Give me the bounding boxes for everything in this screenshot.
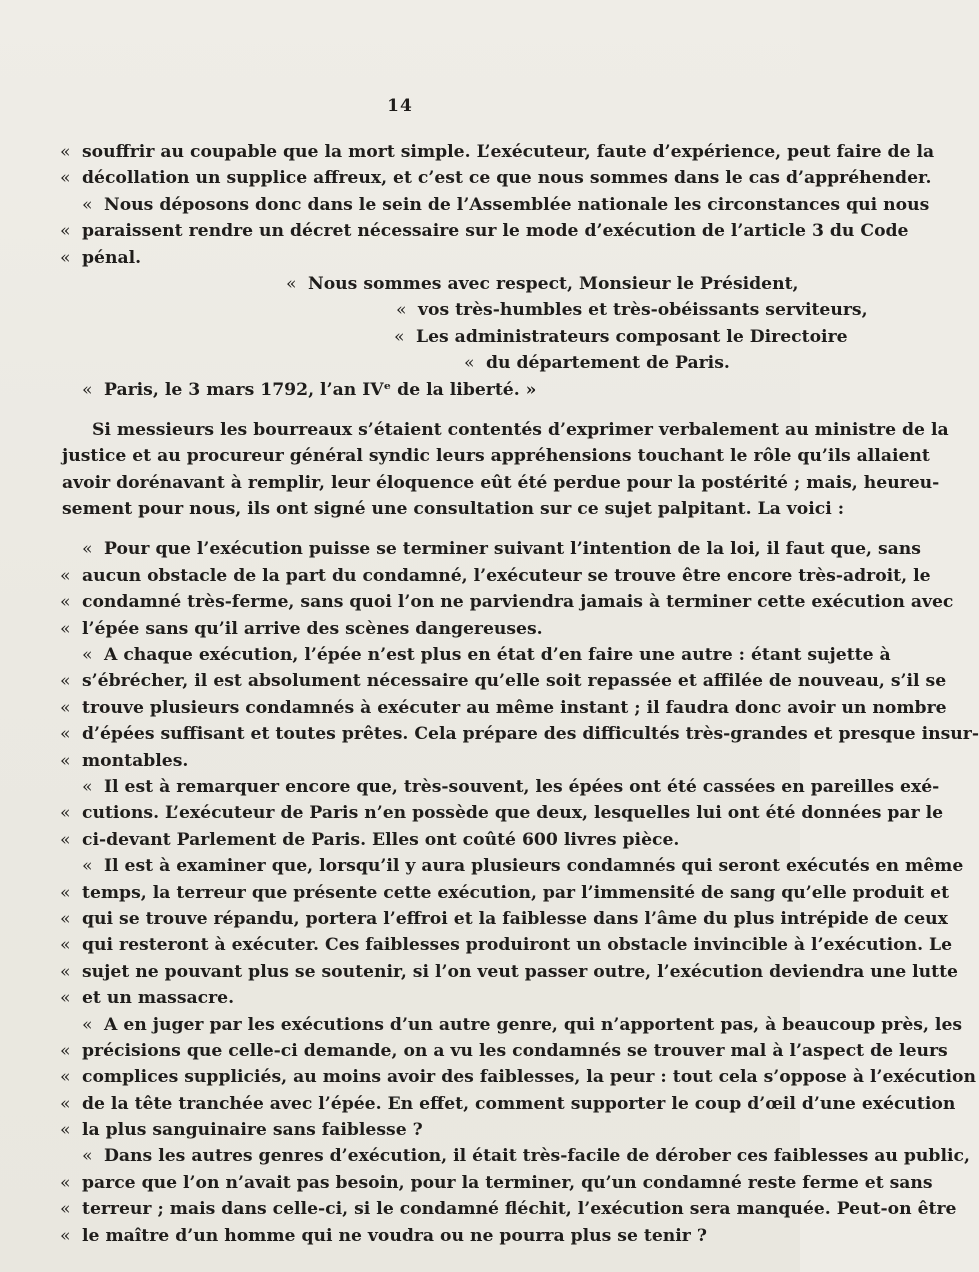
text-line: « cutions. L’exécuteur de Paris n’en possède que deux, lesquelles lui ont été données par le — [60, 800, 795, 826]
quote-mark: « — [60, 1093, 71, 1114]
quote-mark: « — [396, 300, 407, 321]
quote-mark: « — [60, 671, 71, 692]
quote-mark: « — [60, 935, 71, 956]
quote-mark: « — [60, 724, 71, 745]
quote-mark: « — [60, 908, 71, 929]
quote-mark: « — [60, 1067, 71, 1088]
page-number: 14 — [387, 96, 413, 116]
text-line: « trouve plusieurs condamnés à exécuter au même instant ; il faudra donc avoir un nombre — [60, 695, 795, 721]
text-line: « d’épées suffisant et toutes prêtes. Cela prépare des difficultés très-grandes et presque insur- — [60, 721, 795, 747]
quote-mark: « — [60, 592, 71, 613]
quote-mark: « — [60, 221, 71, 242]
text-line: avoir dorénavant à remplir, leur éloquence eût été perdue pour la postérité ; mais, heureu- — [62, 472, 940, 493]
text-line: « qui se trouve répandu, portera l’effroi et la faiblesse dans l’âme du plus intrépide de ceux — [60, 906, 795, 932]
text-line: « Nous déposons donc dans le sein de l’Assemblée nationale les circonstances qui nous — [60, 192, 795, 218]
paragraph-gap — [60, 403, 795, 417]
quote-mark: « — [60, 142, 71, 162]
text-line: « Pour que l’exécution puisse se terminer suivant l’intention de la loi, il faut que, sans — [60, 536, 795, 562]
quote-mark: « — [60, 618, 71, 639]
text-line: « Il est à remarquer encore que, très-souvent, les épées ont été cassées en pareilles exé- — [60, 774, 795, 800]
signature-line: « du département de Paris. — [60, 350, 795, 376]
text-line: « le maître d’un homme qui ne voudra ou ne pourra plus se tenir ? — [60, 1223, 795, 1249]
text-line: « de la tête tranchée avec l’épée. En effet, comment supporter le coup d’œil d’une exécution — [60, 1091, 795, 1117]
text-line: « A en juger par les exécutions d’un autre genre, qui n’apportent pas, à beaucoup près, les — [60, 1012, 795, 1038]
text-line: « Dans les autres genres d’exécution, il était très-facile de dérober ces faiblesses au public, — [60, 1143, 795, 1169]
text-line: « A chaque exécution, l’épée n’est plus en état d’en faire une autre : étant sujette à — [60, 642, 795, 668]
text-line: « ci-devant Parlement de Paris. Elles ont coûté 600 livres pièce. — [60, 827, 795, 853]
text-line: « précisions que celle-ci demande, on a vu les condamnés se trouver mal à l’aspect de leurs — [60, 1038, 795, 1064]
text-line: « qui resteront à exécuter. Ces faiblesses produiront un obstacle invincible à l’exécution. Le — [60, 932, 795, 958]
text-line: « montables. — [60, 748, 795, 774]
quote-mark: « — [60, 247, 71, 268]
quote-mark: « — [286, 273, 297, 294]
quote-mark: « — [60, 1172, 71, 1193]
quote-mark: « — [82, 776, 93, 797]
signature-line: « Nous sommes avec respect, Monsieur le Président, — [60, 271, 795, 297]
text-line: sement pour nous, ils ont signé une consultation sur ce sujet palpitant. La voici : — [62, 499, 845, 520]
text-line: « pénal. — [60, 245, 795, 271]
paragraph-gap — [60, 522, 795, 536]
quote-mark: « — [60, 1199, 71, 1220]
signature-line: « vos très-humbles et très-obéissants serviteurs, — [60, 297, 795, 323]
quote-mark: « — [60, 1120, 71, 1141]
quote-mark: « — [60, 1225, 71, 1246]
text-line: « et un massacre. — [60, 985, 795, 1011]
text-line: « sujet ne pouvant plus se soutenir, si l’on veut passer outre, l’exécution deviendra une lutte — [60, 959, 795, 985]
text-line: justice et au procureur général syndic leurs appréhensions touchant le rôle qu’ils allaient — [62, 446, 930, 467]
quote-mark: « — [60, 697, 71, 718]
text-line: « l’épée sans qu’il arrive des scènes dangereuses. — [60, 616, 795, 642]
text-line: « décollation un supplice affreux, et c’est ce que nous sommes dans le cas d’appréhender. — [60, 165, 795, 191]
quote-mark: « — [60, 1040, 71, 1061]
text-line: « condamné très-ferme, sans quoi l’on ne parviendra jamais à terminer cette exécution avec — [60, 589, 795, 615]
quote-mark: « — [82, 539, 93, 560]
text-line: « souffrir au coupable que la mort simple. L’exécuteur, faute d’expérience, peut faire de la — [60, 139, 795, 165]
quote-mark: « — [82, 1014, 93, 1035]
signature-line: « Les administrateurs composant le Directoire — [60, 324, 795, 350]
quote-mark: « — [82, 856, 93, 877]
quote-mark: « — [394, 326, 405, 347]
quote-mark: « — [82, 379, 93, 400]
quote-mark: « — [60, 988, 71, 1009]
text-line: « terreur ; mais dans celle-ci, si le condamné fléchit, l’exécution sera manquée. Peut-on être — [60, 1196, 795, 1222]
quote-mark: « — [60, 882, 71, 903]
text-line: Si messieurs les bourreaux s’étaient contentés d’exprimer verbalement au ministre de la — [92, 419, 949, 440]
quote-mark: « — [82, 1146, 93, 1167]
quote-mark: « — [464, 353, 475, 374]
quote-mark: « — [60, 803, 71, 824]
text-line: « s’ébrécher, il est absolument nécessaire qu’elle soit repassée et affilée de nouveau, s’il se — [60, 668, 795, 694]
quote-mark: « — [60, 168, 71, 189]
quote-mark: « — [60, 565, 71, 586]
quote-mark: « — [82, 194, 93, 215]
text-line: « parce que l’on n’avait pas besoin, pour la terminer, qu’un condamné reste ferme et sans — [60, 1170, 795, 1196]
text-line: « la plus sanguinaire sans faiblesse ? — [60, 1117, 795, 1143]
body-text — [60, 139, 979, 1249]
quote-mark: « — [60, 750, 71, 771]
text-line: « complices suppliciés, au moins avoir des faiblesses, la peur : tout cela s’oppose à l’exécution — [60, 1064, 795, 1090]
date-line: « Paris, le 3 mars 1792, l’an IVᵉ de la liberté. » — [60, 377, 795, 403]
quote-mark: « — [60, 829, 71, 850]
text-line: « paraissent rendre un décret nécessaire sur le mode d’exécution de l’article 3 du Code — [60, 218, 795, 244]
text-line: « temps, la terreur que présente cette exécution, par l’immensité de sang qu’elle produit et — [60, 880, 795, 906]
quote-mark: « — [60, 961, 71, 982]
text-line: « aucun obstacle de la part du condamné, l’exécuteur se trouve être encore très-adroit, le — [60, 563, 795, 589]
quote-mark: « — [82, 645, 93, 666]
text-line: « Il est à examiner que, lorsqu’il y aura plusieurs condamnés qui seront exécutés en même — [60, 853, 795, 879]
